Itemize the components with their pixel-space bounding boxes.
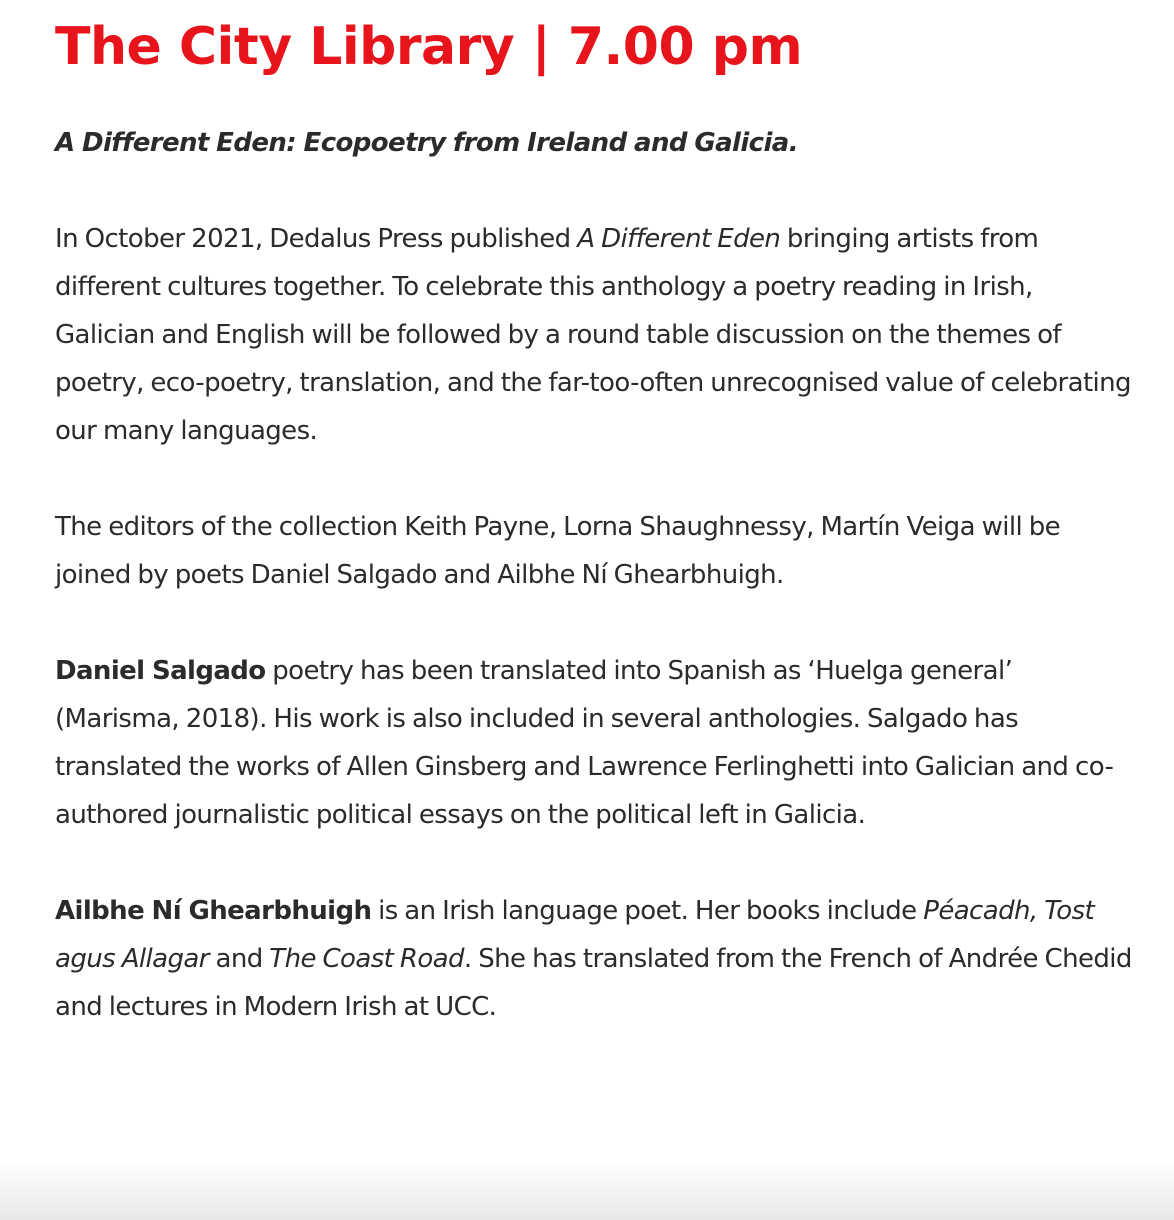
ghearbhuigh-name: Ailbhe Ní Ghearbhuigh xyxy=(55,896,372,926)
ghearbhuigh-bio-start: is an Irish language poet. Her books include xyxy=(371,896,924,926)
intro-text-end: bringing artists from different cultures together. To celebrate this anthology a poetry reading in Irish, Galician and English will be followed by a round table discussion on the themes of poetry, eco-poetry, translation, and the far-too-often unrecognised value of celebrating our many languages. xyxy=(55,224,1131,446)
salgado-paragraph xyxy=(55,647,1135,839)
intro-paragraph xyxy=(55,215,1135,455)
book-coast-road: The Coast Road xyxy=(269,944,464,974)
event-subtitle xyxy=(55,119,1135,167)
ghearbhuigh-paragraph xyxy=(55,887,1135,1031)
editors-paragraph: The editors of the collection Keith Payne, Lorna Shaughnessy, Martín Veiga will be joined by poets Daniel Salgado and Ailbhe Ní Ghearbhuigh. xyxy=(55,512,1061,590)
intro-book-title: A Different Eden xyxy=(577,224,781,254)
salgado-bio: poetry has been translated into Spanish as ‘Huelga general’ (Marisma, 2018). His work is also included in several anthologies. Salgado has translated the works of Allen Ginsberg and Lawrence Ferlinghetti into Galician and co-authored journalistic political essays on the political left in Galicia. xyxy=(55,656,1114,830)
event-content xyxy=(55,10,1135,1031)
ghearbhuigh-and: and xyxy=(208,944,270,974)
event-heading: The City Library | 7.00 pm xyxy=(55,17,803,77)
salgado-name: Daniel Salgado xyxy=(55,656,266,686)
book-peacadh: Péacadh, Tost agus Allagar xyxy=(55,896,1095,974)
bottom-fade xyxy=(0,1160,1174,1220)
ghearbhuigh-bio-end: . She has translated from the French of Andrée Chedid and lectures in Modern Irish at UCC. xyxy=(55,944,1132,1022)
subtitle-period: . xyxy=(788,128,799,158)
intro-text-start: In October 2021, Dedalus Press published xyxy=(55,224,578,254)
anthology-title: A Different Eden: Ecopoetry from Ireland and Galicia xyxy=(55,128,789,158)
